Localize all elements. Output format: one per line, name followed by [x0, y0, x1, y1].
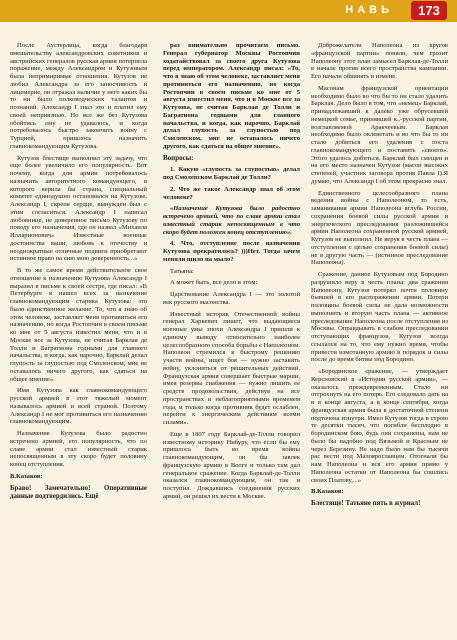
paragraph: Имя Кутузова как главнокомандующего русской армией в этот тяжелый момент называлось армией и всей страной. Поэтому Александр I не мог противиться его назначению главнокомандующим.: [10, 387, 147, 426]
signature-line: В.Казаков:: [311, 488, 344, 496]
text-column-2: [163, 42, 300, 634]
paragraph: раз внимательно прочитаем письмо. Генерал губернатор Москвы Ростопчин ходатайствовал за своего друга Кутузова перед императором. Александр писал: «То, что я знаю об этом человеке, заставляет меня противиться его назначению, но когда Ростопчин в своем письме ко мне от 5 августа известил меня, что и в Москве все за Кутузова, не считая Барклая де Толли и Багратиона годными для главного начальства, и когда, как нарочно, Барклай делал глупость за глупостью под Смоленском, мне не оставалось ничего другого, как сдаться на общее мнение».: [163, 42, 300, 150]
paragraph: Сражение, данное Кутузовым под Бородино разрушило веру в честь плана: два сражения Наполеону, Кутузов потерял почти половину бывшей в его распоряжении армии. Потери половины боевой силы не дала возможности выполнить и вторую часть плана — активное преследование Наполеона после отступления из Москвы. Оправдывать в слабом преследовании отступающих французов, Кутузов всегда ссылался на то, что ему нужно время, чтобы привести измотанную армию в порядок и силы после до время битвы под Бородино.: [311, 271, 448, 364]
paragraph: Кутузов блестяще выполнил эту задачу, что еще более увеличило его популярность. Вот почему, когда для армии потребовалось назначить авторитетного командующего, в которого верила бы страна, специальный комитет единодушно остановился на Кутузове. Александр I, скрепя сердце, вынужден был с этим согласиться. Александр I написал любовнице, не доверенное письмо Кутузову по поводу его назначения, где он назвал «Михаила Илларионович» Известные военные достоинства ваши, любовь к отечеству и неоднократные отличные подвиги приобретают истинное право на сию мою доверенность...»: [10, 154, 147, 263]
signature-line: В.Казаков:: [10, 472, 43, 480]
text-column-1: [10, 42, 147, 634]
paragraph: Браво! Замечательно! Оперативные данные подтвердились. Ещё: [10, 484, 147, 500]
section-heading: Вопросы:: [163, 153, 194, 162]
section-title: НАВЬ: [345, 4, 393, 16]
paragraph: Блестяще! Татьяне пять в журнал!: [311, 500, 421, 507]
text-column-3: [311, 42, 448, 634]
paragraph: «Бородинское сражение, — утверждает Керсновский в «Истории русской армии», — оказалось преждевременным. Стало ни отгрохнуть на его потерь. Его следовало дать на и в конце августа, а в конце сентября, когда французская армия была в достаточной степени подточена изнутри. Имел Кутузов тогда в строю те десятки тысяч, что погибли бесплодно в бородинском бою, будь они сохранены, нам не было бы надобно под Вязьмой и Красным не через Березину. Не надо было нам бы тысячи рас вести под Малоярославцем. Отогнали бы нам Наполеона и вся его армия прямо у Наполеона остатки от Наполеона бы сошлись своих Платову,...»: [311, 368, 448, 484]
paragraph: Назначение Кутузова было радостно встречено армией, его популярность, что по славе армии стал известный старик непосвященным в эту скоро будет половину конец отступления.: [10, 430, 147, 468]
paragraph: 4. Что, отступление после назначения Кутузова прекратилось? )))Нет. Тогда зачем меняли шило на мыло?: [163, 240, 300, 263]
paragraph: Единственного целесообразного плана ведения войны с Наполеоном, то есть, заманивания армии Наполеона вглубь России, сохранения боевой силы русской армии и энергического преследования разложившейся армии Наполеона сохраненной русской армией, Кутузов не выполнил. Не веруя в честь плана — отступления с целью сохранения боевой силы) не в другую часть — (истинное преследование Наполеона).: [311, 189, 448, 267]
paragraph: 2. Что же такое Александр знал об этом человеке?: [163, 185, 300, 201]
paragraph: Доброжелатели Наполеона из кругов «французской партии» поняли, чем грозит Наполеону этот план замысел Барклая-де-Толли в начале против всего пространства кампании. Его начали обвинять в измене.: [311, 42, 448, 80]
page-number-badge: 173: [411, 1, 447, 20]
page-header: [0, 0, 457, 22]
paragraph: Еще в 1807 году Барклай-де-Толли говорил известному историку Нибуру, что если бы ему пришлось быть во время войны главнокомандующим, он бы завлек французскую армию в Волге и только там дал генеральное сражение. Когда Барклай-де-Толли оказался главнокомандующим, он так и поступил. Дождавшись соединения русских армий, он решил их вести к Москве.: [163, 430, 300, 500]
paragraph: А может быть, все дело в этом:: [170, 279, 258, 287]
paragraph: В то же самое время действительное свое отношение к назначению Кутузова Александр I выразил в письме к своей сестре, где писал: «В Петербурге я нашел всех за назначение главнокомандующим старика Кутузова: это было единственное желание. То, что я знаю об этом человеке, заставляет меня противиться его назначению, но когда Ростопчин в своем письме ко мне от 5 августа известил меня, что и в Москве все за Кутузова, не считая Барклая де Толли и Багратиона годными для главного начальства, и когда, как нарочно, Барклай делал глупость за глупостью под Смоленском, мне не оставалось ничего другого, как сдаться на общее мнение».: [10, 267, 147, 383]
paragraph: «Назначение Кутузова было радостно встречено армией, что по славе армии стал известный старик непосвященным в что скоро будет положен конец отступлению».: [163, 205, 300, 236]
paragraph: Татьяна:: [170, 267, 194, 275]
paragraph: Царствование Александра I — это золотой век русского масонства.: [163, 291, 300, 306]
paragraph: Масонам французской ориентации необходимо было во что бы то ни стало удалить Барклая. Дело было в том, что «немец» Барклай, принадлежавший к далеко уже обрусевшей немецкой семье, принявшей к..-русской партии, возглавляемой Аракчеевым. Барклая необходимо было оклеветать и во что бы то ни стало добиться его удаления с поста главнокомандующего и поставить «своего». Этого удалось добиться. Барклай был смещен и на его место назначен Кутузов (масон высоких степеней, участник заговора против Павла I).Я думаю, что Александр I об этом прекрасно знал.: [311, 84, 448, 185]
paragraph: После Аустерлица, когда благодаря вмешательству александровских советников и австрийских генералов русская армия потерпела поражение, между Александром и Кутузовым была непримиримые отношения. Кутузов не любил Александра за его заносчивость и лицемерие, он отражал наличие у него каких бы то ни было полководческих талантов и познаний. Александр I знал это и платил ему своей неприязнью. Но все же без Кутузова обойтись ему не удавалось, и когда потребовалось быстро закончить войну с Турцией, пришлось назначить главнокомандующим Кутузова.: [10, 42, 147, 150]
paragraph: Известный историк Отечественной войны генерал Харкевич пишет, что выдающиеся военные умы эпохи Александра I пришли к единому выводу относительно наиболее целесообразного способа борьбы с Наполеоном. Наполеон стремился к быстрому решению участи войны, ищет боя — нужно заставить войну, уклониться от решительных действий. Французская армия совершает быстрые марши, имея резервы снабжения — нужно лишить ее средств продовольствия, действуя на все пространствах и неблагоприятными временем года, и только когда противник будет ослаблен, перейти к энергическим действиям всеми силами».: [163, 310, 300, 426]
paragraph: 1. Какую «глупость за глупостью» делал под Смоленском Барклай де Толли?: [163, 166, 300, 181]
